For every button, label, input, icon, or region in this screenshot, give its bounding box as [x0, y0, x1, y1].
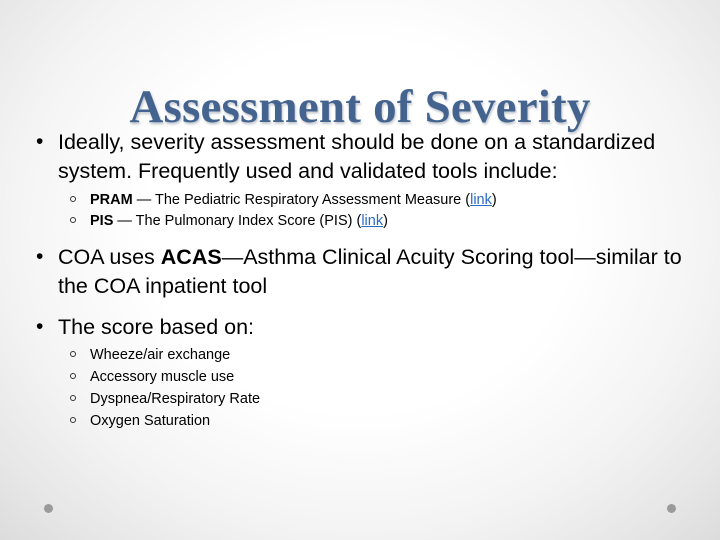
- decorative-dot-right: [667, 504, 676, 513]
- circle-bullet-icon: [70, 395, 76, 401]
- bullet-glyph: •: [36, 245, 44, 269]
- bullet-text: COA uses: [58, 245, 161, 270]
- sub-bullet-text: — The Pediatric Respiratory Assessment Measure (: [132, 191, 471, 208]
- bullet-list: [26, 128, 694, 432]
- sub-bullet-text: Wheeze/air exchange: [90, 347, 231, 364]
- list-item: [58, 389, 694, 411]
- list-item: [26, 243, 694, 301]
- sub-bullet-text: Dyspnea/Respiratory Rate: [90, 390, 261, 407]
- circle-bullet-icon: [70, 373, 76, 379]
- sub-bullet-text: Oxygen Saturation: [90, 412, 211, 429]
- circle-bullet-icon: [70, 217, 76, 223]
- sub-bullet-text: Accessory muscle use: [90, 369, 235, 386]
- circle-bullet-icon: [70, 351, 76, 357]
- pis-link[interactable]: link: [361, 213, 384, 230]
- list-item: [26, 128, 694, 233]
- bullet-glyph: •: [36, 130, 44, 153]
- bullet-text: Ideally, severity assessment should be done on a standardized system. Frequently used and validated tools include:: [58, 130, 656, 183]
- page-title: Assessment of Severity: [129, 81, 591, 134]
- bullet-text: The score based on:: [58, 314, 255, 339]
- list-item: [58, 411, 694, 433]
- circle-bullet-icon: [70, 417, 76, 423]
- circle-bullet-icon: [70, 196, 76, 202]
- pram-link[interactable]: link: [470, 191, 492, 208]
- sub-bullet-text-tail: ): [383, 213, 388, 230]
- sub-bullet-text-tail: ): [491, 191, 497, 208]
- sub-bullet-term: PRAM: [90, 191, 133, 208]
- decorative-dot-left: [44, 504, 53, 513]
- sub-bullet-list: [58, 190, 694, 234]
- bullet-glyph: •: [36, 314, 44, 338]
- list-item: [58, 345, 694, 367]
- list-item: [26, 313, 694, 433]
- sub-bullet-text: — The Pulmonary Index Score (PIS) (: [113, 213, 362, 230]
- bullet-text-tail: —Asthma Clinical Acuity Scoring tool—similar to the COA inpatient tool: [58, 245, 682, 298]
- list-item: [58, 367, 694, 389]
- list-item: [58, 190, 694, 212]
- bullet-text-bold: ACAS: [160, 245, 222, 270]
- list-item: [58, 211, 694, 233]
- sub-bullet-term: PIS: [90, 213, 114, 230]
- sub-bullet-list: [58, 345, 694, 432]
- slide-body: [26, 128, 694, 438]
